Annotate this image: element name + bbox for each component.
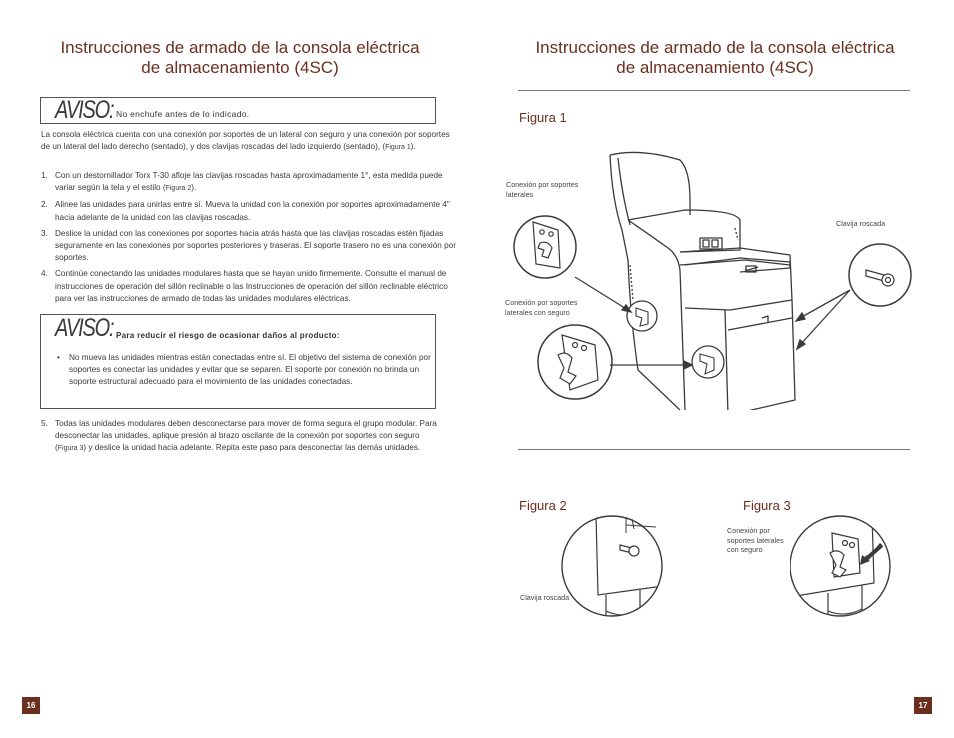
step-number: 4. — [41, 269, 48, 279]
figure2-illustration — [560, 515, 680, 620]
step-text-end: ) y deslice la unidad hacia adelante. Repita este paso para desconectar las demás unidades. — [83, 443, 421, 453]
step-text-end: ). — [191, 183, 197, 193]
locking-bracket-detail-icon — [830, 533, 860, 577]
divider-top — [518, 90, 910, 91]
warning-bullet-text: No mueva las unidades mientras están conectadas entre sí. El objetivo del sistema de conexión por soportes es conectar las unidades y evitar que se separen. El soporte por conexión no brinda un soporte estructural adecuado para el movimiento de las unidades conectadas. — [69, 353, 431, 387]
left-page-title — [40, 38, 440, 78]
step-5-item — [41, 418, 439, 456]
step-3 — [41, 228, 459, 265]
right-page-title — [515, 38, 915, 78]
page-number-left: 16 — [22, 697, 40, 714]
intro-paragraph — [41, 129, 453, 154]
step-number: 3. — [41, 228, 48, 238]
figure3-label: Figura 3 — [743, 498, 791, 513]
figure1-illustration — [500, 140, 920, 410]
step-figure-ref: Figura 3 — [57, 445, 84, 453]
step-4 — [41, 268, 459, 305]
warning-label: AVISO: — [55, 96, 114, 124]
callout-threaded-pin: Clavija roscada — [836, 219, 886, 228]
step-number: 5. — [41, 419, 48, 428]
bullet-dot-icon: • — [57, 353, 60, 362]
warning-box-damage — [40, 314, 436, 409]
step-text: Continúe conectando las unidades modulares hasta que se hayan unido firmemente. Consulte el manual de instrucciones de operación del sillón reclinable o las Instrucciones de operación del sillón reclinable eléctrico para ver las instrucciones de armado de todas las unidades modulares eléctricas. — [55, 269, 448, 303]
steps-list — [41, 170, 459, 305]
step-text: Todas las unidades modulares deben desconectarse para mover de forma segura el grupo modular. Para desconectar las unidades, aplique presión al brazo oscilante de la conexión por soportes con seguro ( — [55, 419, 437, 453]
step-number: 2. — [41, 200, 48, 210]
step-figure-ref: Figura 2 — [165, 185, 192, 193]
warning-text: Para reducir el riesgo de ocasionar daños al producto: — [116, 331, 340, 340]
figure2-callout: Clavija roscada — [520, 593, 570, 602]
page-number-right: 17 — [914, 697, 932, 714]
callout-side-bracket: Conexión por soportes laterales — [506, 180, 579, 199]
step-text: Alinee las unidades para unirlas entre sí. Mueva la unidad con la conexión por soportes aproximadamente 4" hacia adelante de la unidad con las clavijas roscadas. — [55, 200, 450, 222]
divider-middle — [518, 449, 910, 450]
callout-locking-bracket: Conexión por soportes laterales con seguro — [505, 298, 578, 317]
intro-figure-ref: Figura 1 — [385, 144, 411, 152]
step-number: 1. — [41, 171, 48, 180]
warning-label: AVISO: — [55, 314, 114, 342]
intro-end: ). — [410, 142, 416, 152]
figure3-illustration — [790, 515, 895, 618]
step-1 — [41, 170, 459, 195]
left-title-line2: de almacenamiento (4SC) — [141, 58, 339, 77]
warning-text: No enchufe antes de lo indicado. — [116, 109, 250, 119]
right-title-line2: de almacenamiento (4SC) — [616, 58, 814, 77]
step-2 — [41, 199, 459, 223]
figure2-label: Figura 2 — [519, 498, 567, 513]
warning-box-unplug — [40, 97, 436, 124]
figure3-callout: Conexión por soportes laterales con seguro — [727, 526, 784, 554]
bracket-icon — [533, 222, 560, 268]
step-text: Deslice la unidad con las conexiones por soportes hacia atrás hasta que las clavijas roscadas estén fijadas seguramente en las conexiones por soportes posteriores y traseras. El soporte trasero no es una conexión por soportes. — [55, 228, 456, 263]
figure1-label: Figura 1 — [519, 110, 567, 125]
left-title-line1: Instrucciones de armado de la consola eléctrica — [60, 38, 420, 57]
right-title-line1: Instrucciones de armado de la consola eléctrica — [535, 38, 895, 57]
step-5 — [41, 418, 439, 456]
intro-text: La consola eléctrica cuenta con una conexión por soportes de un lateral con seguro y una conexión por soportes de un lateral del lado derecho (sentado), y dos clavijas roscadas del lado izquierdo (sentado), ( — [41, 130, 450, 152]
step-text: Con un destornillador Torx T-30 afloje las clavijas roscadas hasta aproximadamente 1°, esta medida puede variar según la tela y el estilo ( — [55, 171, 443, 193]
warning-bullet — [55, 352, 434, 389]
